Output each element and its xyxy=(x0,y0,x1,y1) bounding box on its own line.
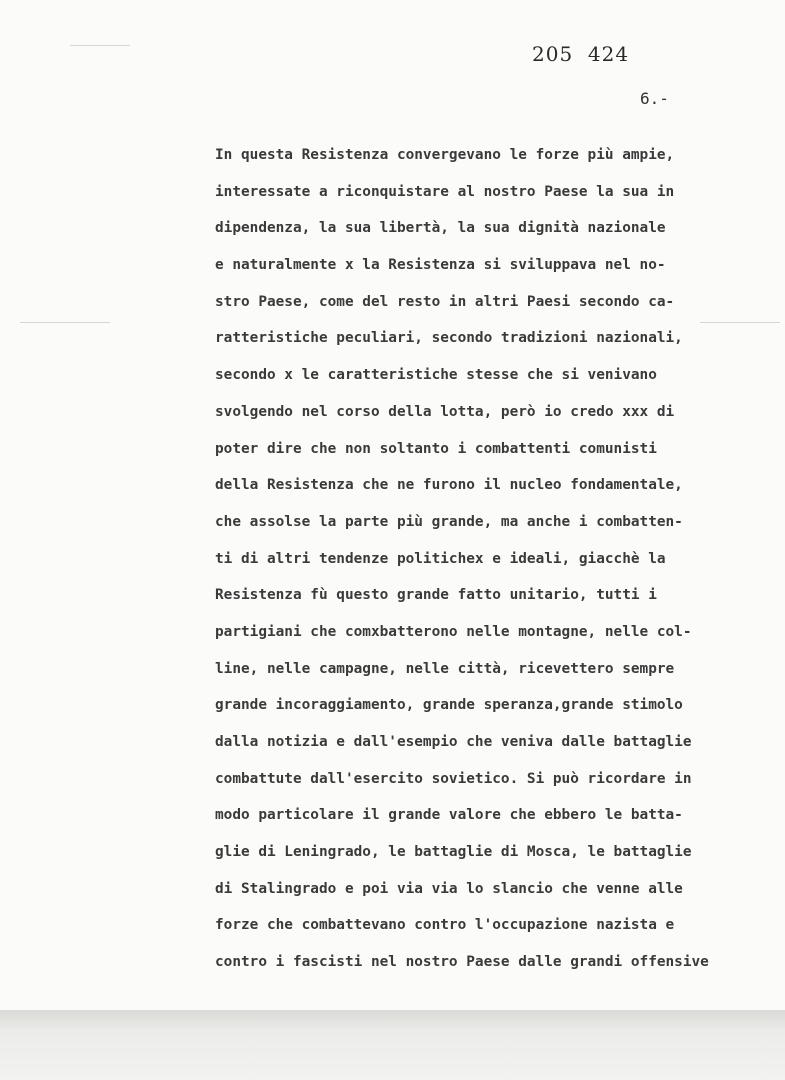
text-line: dalla notizia e dall'esempio che veniva dalle battaglie xyxy=(215,734,692,750)
page-number: 6.- xyxy=(640,89,669,108)
text-line: ratteristiche peculiari, secondo tradizioni nazionali, xyxy=(215,330,683,347)
text-line: partigiani che comxbatterono nelle montagne, nelle col- xyxy=(215,623,692,640)
text-line: forze che combattevano contro l'occupazione nazista e xyxy=(215,917,675,934)
text-line: svolgendo nel corso della lotta, però io credo xxx di xyxy=(215,403,675,420)
text-line: interessate a riconquistare al nostro Paese la sua in xyxy=(215,183,675,200)
text-line: secondo x le caratteristiche stesse che si venivano xyxy=(215,367,657,384)
text-line: e naturalmente x la Resistenza si sviluppava nel no- xyxy=(215,257,666,274)
text-line: che assolse la parte più grande, ma anche i combatten- xyxy=(215,513,683,530)
text-line: grande incoraggiamento, grande speranza,grande stimolo xyxy=(215,697,683,714)
text-line: della Resistenza che ne furono il nucleo fondamentale, xyxy=(215,477,683,494)
text-line: ti di altri tendenze politichex e ideali, giacchè la xyxy=(215,550,666,567)
scan-smudge xyxy=(70,45,130,46)
archive-number: 205 424 xyxy=(532,42,630,66)
text-line: modo particolare il grande valore che ebbero le batta- xyxy=(215,807,683,824)
scan-background xyxy=(0,1010,785,1080)
text-line: stro Paese, come del resto in altri Paesi secondo ca- xyxy=(215,293,675,310)
text-line: dipendenza, la sua libertà, la sua dignità nazionale xyxy=(215,220,666,237)
text-line: line, nelle campagne, nelle città, ricevettero sempre xyxy=(215,660,675,677)
text-line: combattute dall'esercito sovietico. Si può ricordare in xyxy=(215,770,692,787)
text-line: Resistenza fù questo grande fatto unitario, tutti i xyxy=(215,587,657,604)
text-line: glie di Leningrado, le battaglie di Mosca, le battaglie xyxy=(215,844,692,861)
text-line: poter dire che non soltanto i combattenti comunisti xyxy=(215,440,657,457)
typed-text-body xyxy=(215,145,775,989)
text-line: contro i fascisti nel nostro Paese dalle grandi offensive xyxy=(215,954,709,971)
text-line: In questa Resistenza convergevano le forze più ampie, xyxy=(215,147,675,163)
text-line: di Stalingrado e poi via via lo slancio che venne alle xyxy=(215,880,683,897)
scan-smudge xyxy=(20,322,110,323)
